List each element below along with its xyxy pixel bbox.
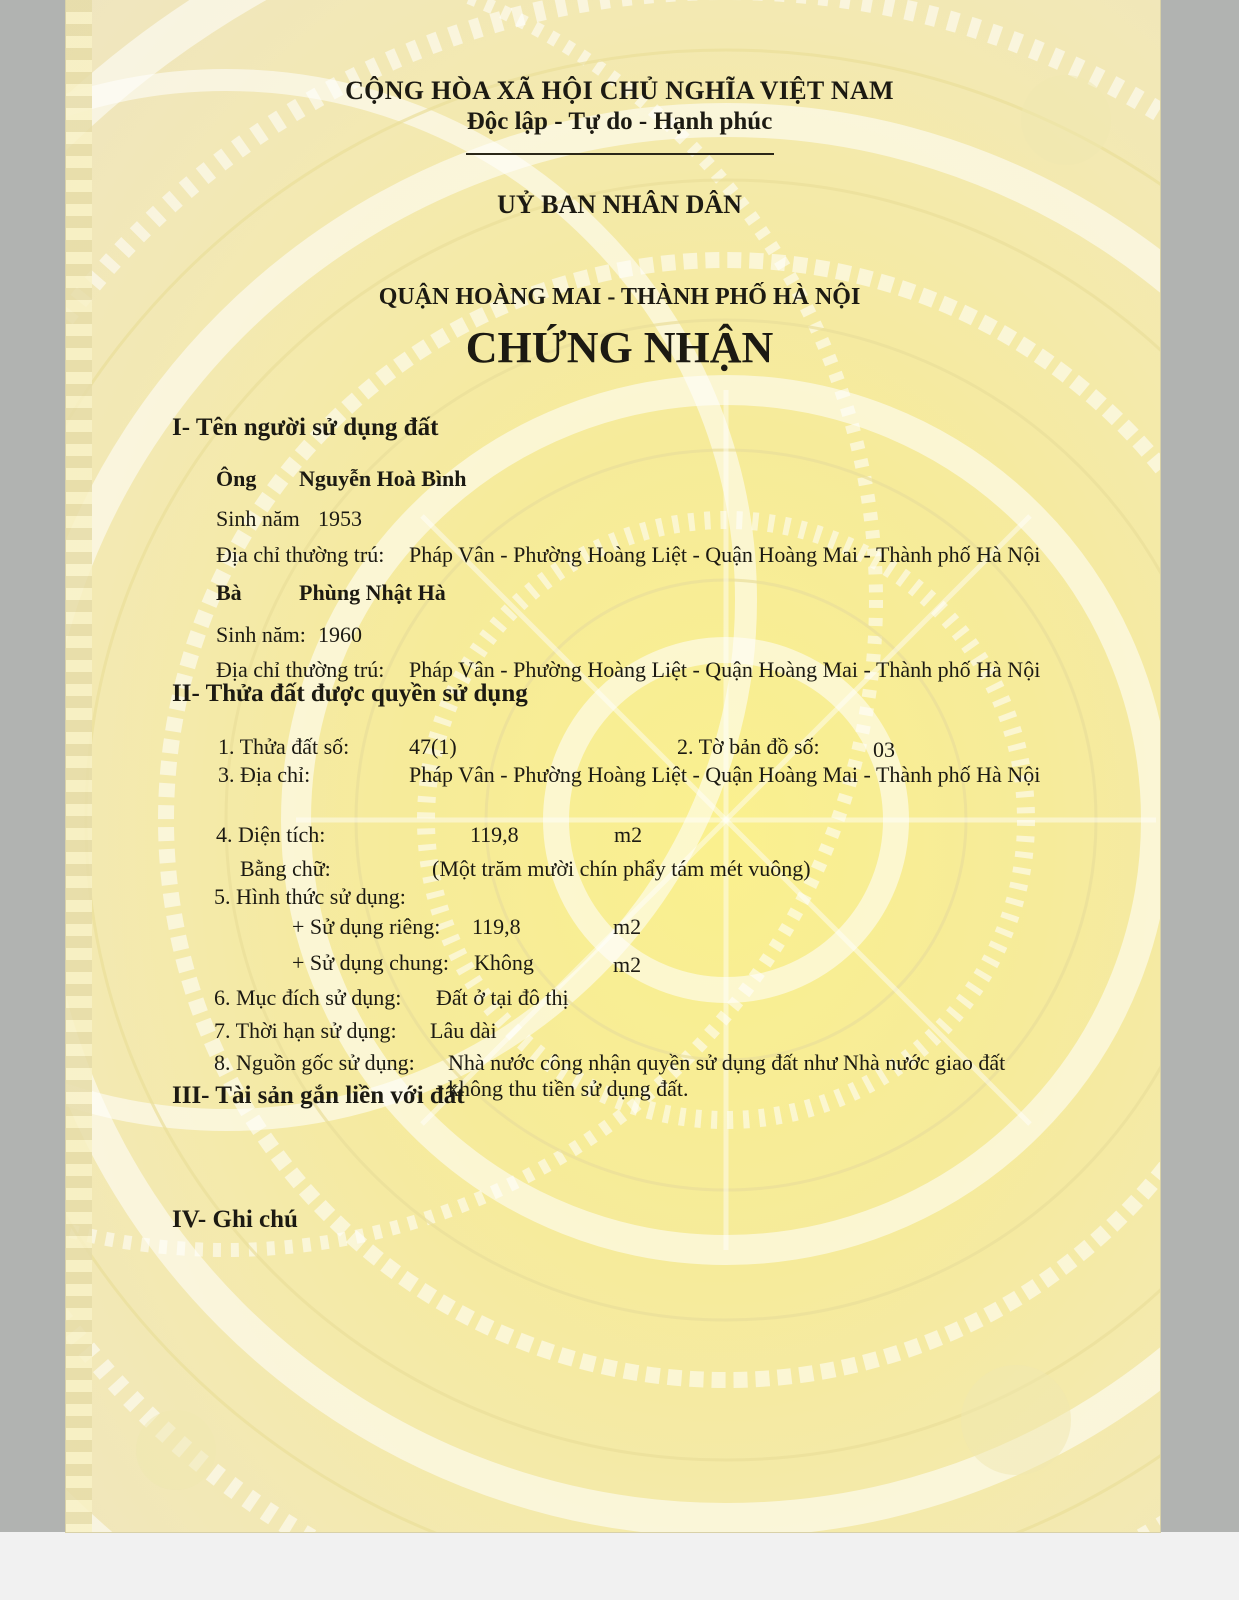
section-2-heading: II- Thửa đất được quyền sử dụng bbox=[172, 680, 528, 707]
certificate-title: CHỨNG NHẬN bbox=[465, 323, 774, 372]
parcel-address-label: 3. Địa chỉ: bbox=[218, 762, 311, 787]
motto: Độc lập - Tự do - Hạnh phúc bbox=[466, 108, 773, 135]
section-1-heading: I- Tên người sử dụng đất bbox=[172, 414, 439, 441]
usage-form-label: 5. Hình thức sử dụng: bbox=[214, 884, 406, 909]
nation-heading: CỘNG HÒA XÃ HỘI CHỦ NGHĨA VIỆT NAM bbox=[345, 76, 894, 105]
owner1-birth-label: Sinh năm bbox=[216, 506, 300, 531]
shared-use-value: Không bbox=[474, 950, 534, 975]
purpose-value: Đất ở tại đô thị bbox=[436, 985, 569, 1010]
purpose-label: 6. Mục đích sử dụng: bbox=[214, 985, 402, 1010]
area-in-words-label: Bằng chữ: bbox=[240, 856, 331, 881]
term-label: 7. Thời hạn sử dụng: bbox=[214, 1018, 397, 1043]
shared-use-unit: m2 bbox=[613, 952, 642, 977]
owner2-birth-label: Sinh năm: bbox=[216, 622, 306, 647]
owner1-address: Pháp Vân - Phường Hoàng Liệt - Quận Hoàng Mai - Thành phố Hà Nội bbox=[409, 542, 1041, 567]
parcel-address-value: Pháp Vân - Phường Hoàng Liệt - Quận Hoàng Mai - Thành phố Hà Nội bbox=[409, 762, 1041, 787]
origin-line-1: Nhà nước công nhận quyền sử dụng đất như Nhà nước giao đất bbox=[448, 1050, 1006, 1075]
owner1-prefix: Ông bbox=[216, 466, 257, 491]
scan-bottom-margin bbox=[0, 1532, 1239, 1600]
origin-line-2: không thu tiền sử dụng đất. bbox=[448, 1076, 689, 1101]
owner1-name: Nguyễn Hoà Bình bbox=[299, 466, 467, 491]
owner2-birth-year: 1960 bbox=[318, 622, 362, 647]
map-sheet-label: 2. Tờ bản đồ số: bbox=[677, 734, 820, 759]
owner2-name: Phùng Nhật Hà bbox=[299, 580, 446, 605]
owner2-address-label: Địa chỉ thường trú: bbox=[216, 657, 385, 682]
origin-label: 8. Nguồn gốc sử dụng: bbox=[214, 1050, 415, 1075]
section-3-heading: III- Tài sản gắn liền với đất bbox=[172, 1082, 465, 1109]
term-value: Lâu dài bbox=[430, 1018, 497, 1043]
map-sheet-value: 03 bbox=[873, 737, 895, 762]
area-in-words-value: (Một trăm mười chín phẩy tám mét vuông) bbox=[432, 856, 811, 881]
private-use-label: + Sử dụng riêng: bbox=[292, 914, 441, 939]
owner2-address: Pháp Vân - Phường Hoàng Liệt - Quận Hoàng Mai - Thành phố Hà Nội bbox=[409, 657, 1041, 682]
parcel-number-label: 1. Thửa đất số: bbox=[218, 734, 350, 759]
parcel-number-value: 47(1) bbox=[409, 734, 457, 759]
private-use-unit: m2 bbox=[613, 914, 642, 939]
private-use-value: 119,8 bbox=[472, 914, 521, 939]
owner2-prefix: Bà bbox=[216, 580, 242, 605]
motto-underline bbox=[466, 153, 774, 155]
owner1-birth-year: 1953 bbox=[318, 506, 362, 531]
paper-border-pattern bbox=[66, 0, 92, 1532]
area-value: 119,8 bbox=[470, 822, 519, 847]
committee-heading: UỶ BAN NHÂN DÂN bbox=[497, 190, 742, 219]
district-heading: QUẬN HOÀNG MAI - THÀNH PHỐ HÀ NỘI bbox=[378, 284, 861, 310]
area-label: 4. Diện tích: bbox=[216, 822, 326, 847]
owner1-address-label: Địa chỉ thường trú: bbox=[216, 542, 385, 567]
section-4-heading: IV- Ghi chú bbox=[172, 1206, 298, 1233]
shared-use-label: + Sử dụng chung: bbox=[292, 950, 449, 975]
area-unit: m2 bbox=[614, 822, 643, 847]
